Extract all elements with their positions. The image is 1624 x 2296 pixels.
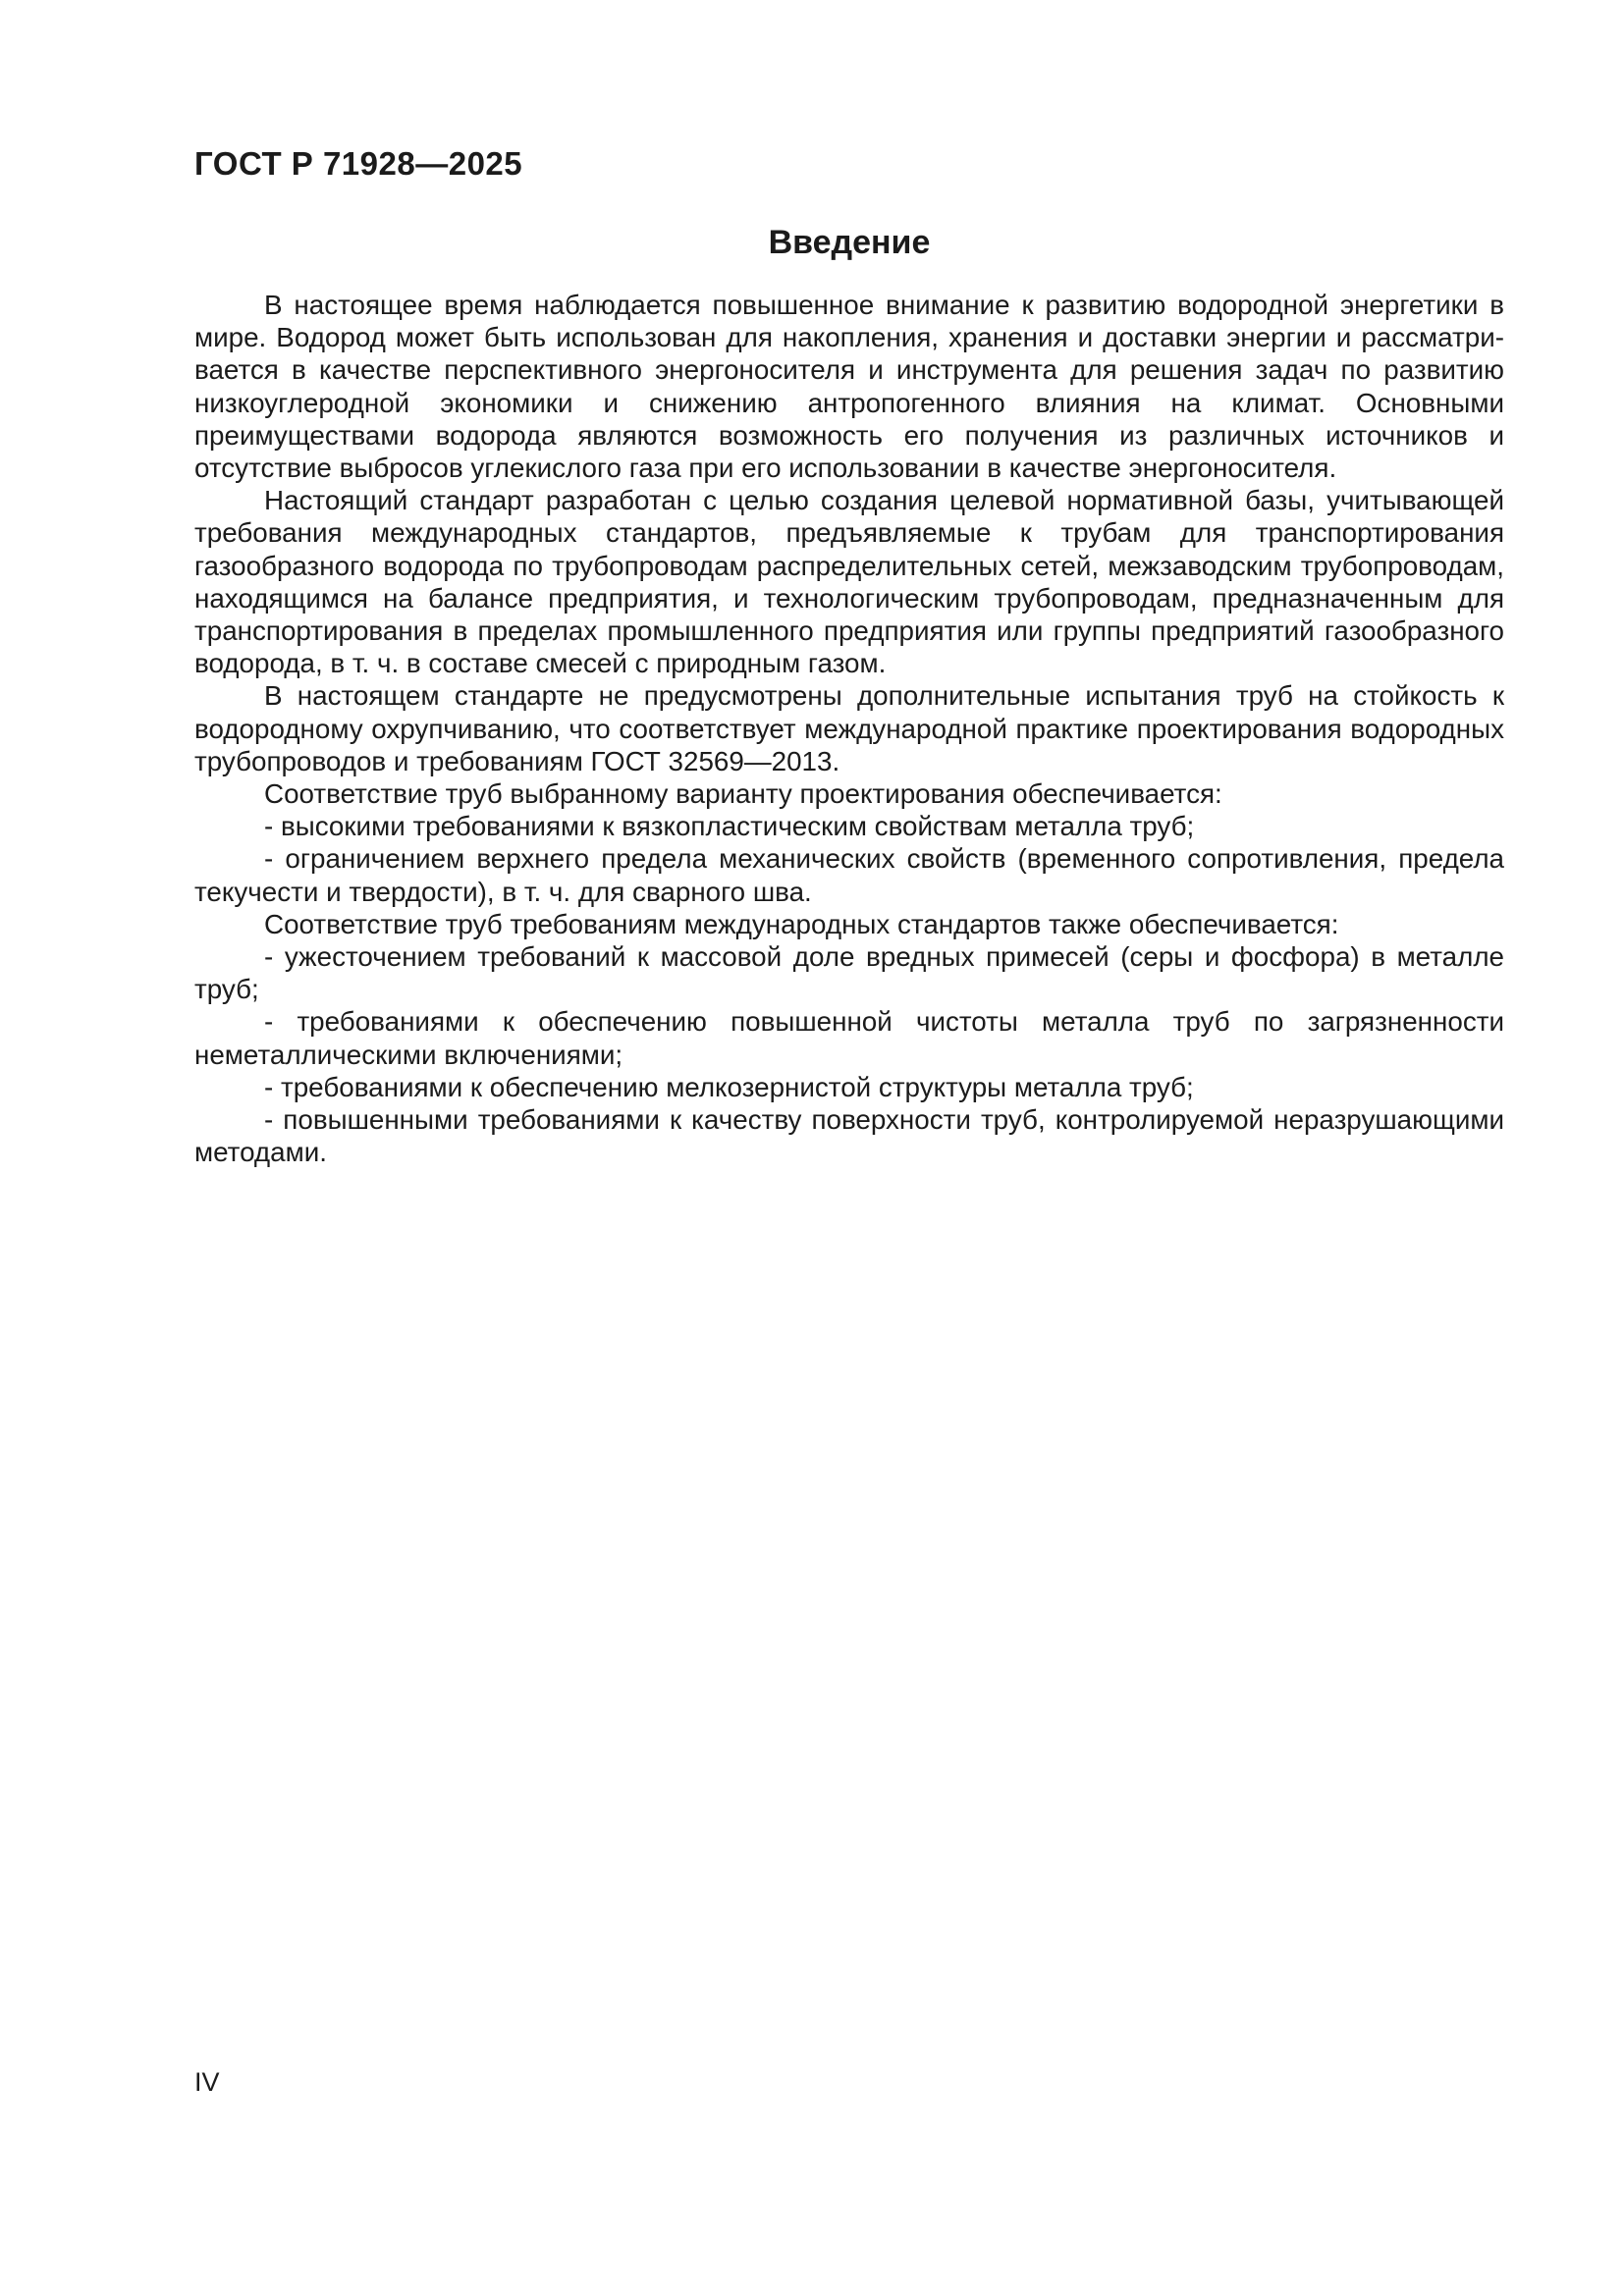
document-code: ГОСТ Р 71928—2025 xyxy=(194,145,523,182)
list-item: - требованиями к обеспечению мелкозернистой структуры металла труб; xyxy=(264,1071,1194,1102)
body-paragraph: Соответствие труб выбранному варианту проектирования обеспечивается: xyxy=(264,778,1222,810)
body-paragraph: В настоящее время наблюдается повышенное внимание к развитию водородной энергетики в мире. Водород может быть использован для накопления, хранения и доставки энергии и рассматривается в качестве перспективного энергоносителя и инструмента для решения задач по развитию низкоуглеродной экономики и снижению антропогенного влияния на климат. Основными преимуществами водорода являются возможность его получения из различных источников и отсутствие выбросов углекислого газа при его использовании в качестве энергоносителя. xyxy=(194,290,1504,484)
body-paragraph: В настоящем стандарте не предусмотрены дополнительные испытания труб на стойкость к водородному охрупчиванию, что соответствует международной практике проектирования водородных трубопроводов и требованиям ГОСТ 32569—2013. xyxy=(194,680,1504,776)
list-item: - ограничением верхнего предела механических свойств (временного сопротивления, предела текучести и твердости), в т. ч. для сварного шва. xyxy=(194,843,1504,907)
list-item: - высокими требованиями к вязкопластическим свойствам металла труб; xyxy=(264,811,1195,842)
body-paragraph: Настоящий стандарт разработан с целью создания целевой нормативной базы, учитывающей требования международных стандартов, предъявляемые к трубам для транспортирования газообразного водорода по трубопроводам распределительных сетей, межзаводским трубопроводам, находящимся на балансе предприятия, и технологическим трубопроводам, предназначенным для транспортирования в пределах промышленного предприятия или группы предприятий газообразного водорода, в т. ч. в составе смесей с природным газом. xyxy=(194,485,1504,679)
list-item: - требованиями к обеспечению повышенной чистоты металла труб по загрязненности неметаллическими включениями; xyxy=(194,1006,1504,1070)
introduction-text xyxy=(194,289,1504,1168)
list-item: - повышенными требованиями к качеству поверхности труб, контролируемой неразрушающими методами. xyxy=(194,1104,1504,1168)
page-title: Введение xyxy=(768,224,931,261)
body-paragraph: Соответствие труб требованиям международных стандартов также обеспечивается: xyxy=(264,908,1339,939)
list-item: - ужесточением требований к массовой доле вредных примесей (серы и фосфора) в металле труб; xyxy=(194,941,1504,1005)
page-number: IV xyxy=(194,2067,220,2097)
